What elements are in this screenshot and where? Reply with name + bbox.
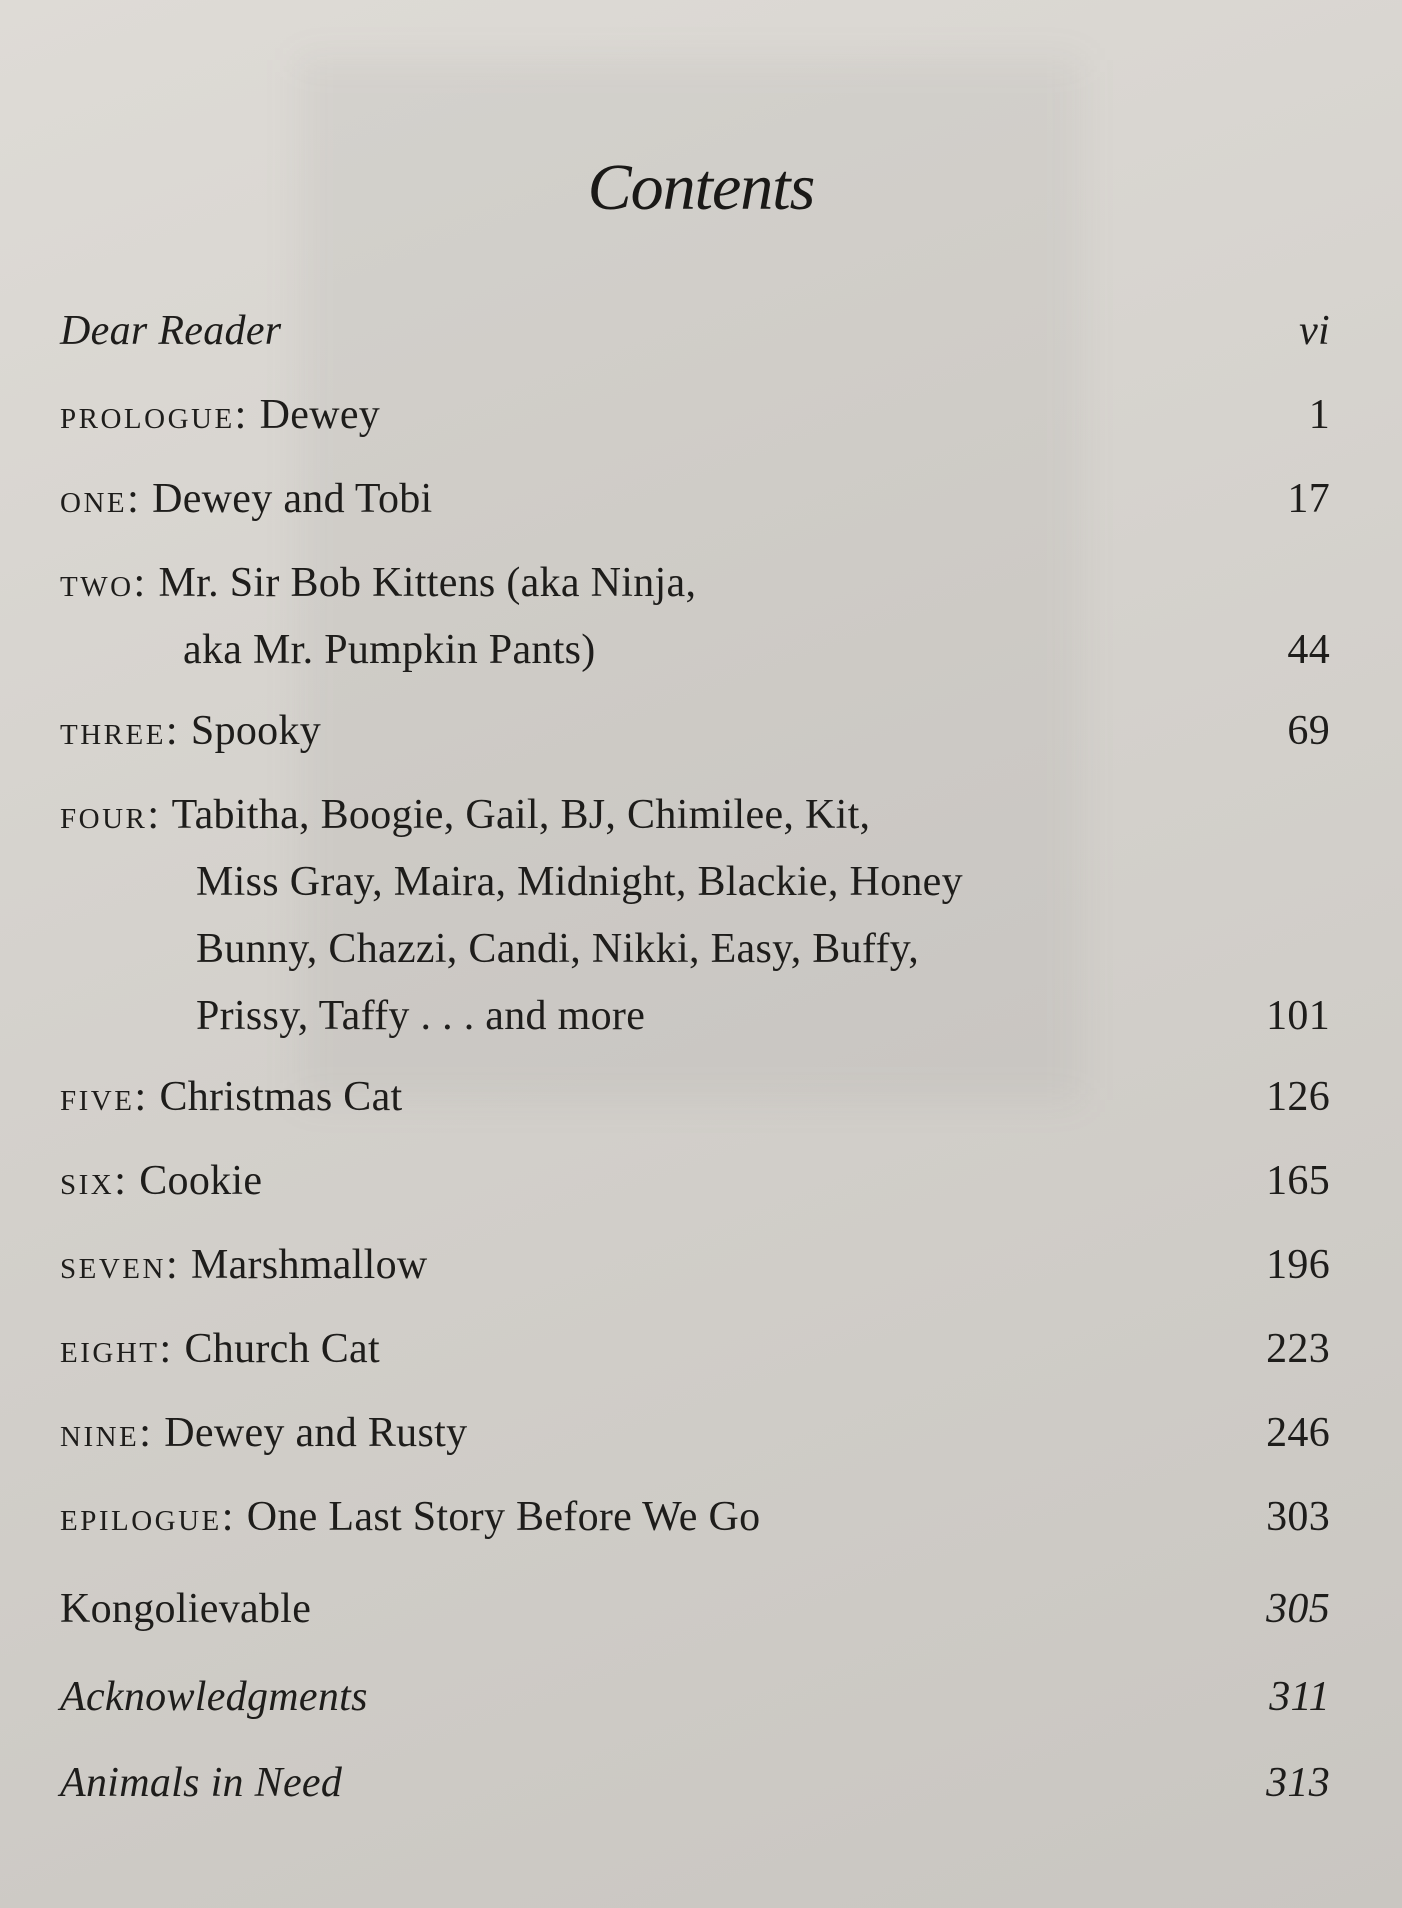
toc-title: Dewey and Rusty <box>164 1410 468 1456</box>
toc-entry-prologue <box>60 382 1330 449</box>
toc-entry-epilogue <box>60 1484 1330 1551</box>
toc-page-number: 101 <box>1266 993 1330 1039</box>
toc-label: six: <box>60 1158 129 1204</box>
toc-page-number: 69 <box>1287 708 1330 754</box>
toc-page-number: 44 <box>1287 627 1330 673</box>
toc-label: seven: <box>60 1242 181 1288</box>
toc-title: Christmas Cat <box>159 1074 403 1120</box>
toc-title: Spooky <box>190 708 322 754</box>
toc-entry-one <box>60 466 1330 533</box>
toc-page-number: 17 <box>1287 476 1330 522</box>
toc-page-number: vi <box>1299 308 1330 354</box>
toc-label: one: <box>60 476 142 522</box>
toc-label: nine: <box>60 1410 154 1456</box>
toc-page-number: 1 <box>1308 392 1330 438</box>
toc-title: Acknowledgments <box>60 1674 368 1720</box>
page-title: Contents <box>587 151 815 224</box>
toc-title-line-1: Mr. Sir Bob Kittens (aka Ninja, <box>158 560 697 606</box>
toc-entry-four <box>60 782 1330 1050</box>
toc-title-line-2: Miss Gray, Maira, Midnight, Blackie, Honey <box>196 859 963 905</box>
toc-label: prologue: <box>60 392 249 438</box>
toc-page-number: 223 <box>1266 1326 1330 1372</box>
toc-page-number: 303 <box>1266 1494 1330 1540</box>
toc-title: Dewey and Tobi <box>152 476 433 522</box>
toc-page-number: 246 <box>1266 1410 1330 1456</box>
toc-title-line-1: Tabitha, Boogie, Gail, BJ, Chimilee, Kit, <box>171 792 871 838</box>
toc-title: Church Cat <box>184 1326 380 1372</box>
toc-title: Dewey <box>259 392 381 438</box>
toc-entry-acknowledgments <box>60 1664 1330 1731</box>
toc-label: four: <box>60 792 162 838</box>
toc-entry-six <box>60 1148 1330 1215</box>
toc-entry-nine <box>60 1400 1330 1467</box>
toc-entry-eight <box>60 1316 1330 1383</box>
toc-page-number: 196 <box>1266 1242 1330 1288</box>
toc-page-number: 305 <box>1266 1586 1330 1632</box>
toc-title: Dear Reader <box>60 308 282 354</box>
toc-title: Cookie <box>139 1158 263 1204</box>
toc-entry-dear-reader <box>60 298 1330 365</box>
toc-page-number: 126 <box>1266 1074 1330 1120</box>
toc-title: Marshmallow <box>190 1242 428 1288</box>
toc-label: five: <box>60 1074 149 1120</box>
toc-title: One Last Story Before We Go <box>246 1494 761 1540</box>
toc-entry-five <box>60 1064 1330 1131</box>
toc-title: Kongolievable <box>60 1586 312 1632</box>
toc-page-number: 313 <box>1266 1760 1330 1806</box>
toc-page-number: 311 <box>1269 1674 1330 1720</box>
toc-entry-animals-in-need <box>60 1750 1330 1817</box>
toc-entry-kongolievable <box>60 1576 1330 1643</box>
toc-entry-three <box>60 698 1330 765</box>
toc-label: epilogue: <box>60 1494 236 1540</box>
toc-title-line-3: Bunny, Chazzi, Candi, Nikki, Easy, Buffy, <box>196 926 920 972</box>
toc-label: three: <box>60 708 181 754</box>
toc-entry-seven <box>60 1232 1330 1299</box>
toc-label: two: <box>60 560 148 606</box>
toc-page-number: 165 <box>1266 1158 1330 1204</box>
toc-title-line-4: Prissy, Taffy . . . and more <box>196 993 646 1039</box>
toc-entry-two <box>60 550 1330 684</box>
toc-title: Animals in Need <box>60 1760 343 1806</box>
toc-title-line-2: aka Mr. Pumpkin Pants) <box>183 627 596 673</box>
toc-label: eight: <box>60 1326 174 1372</box>
